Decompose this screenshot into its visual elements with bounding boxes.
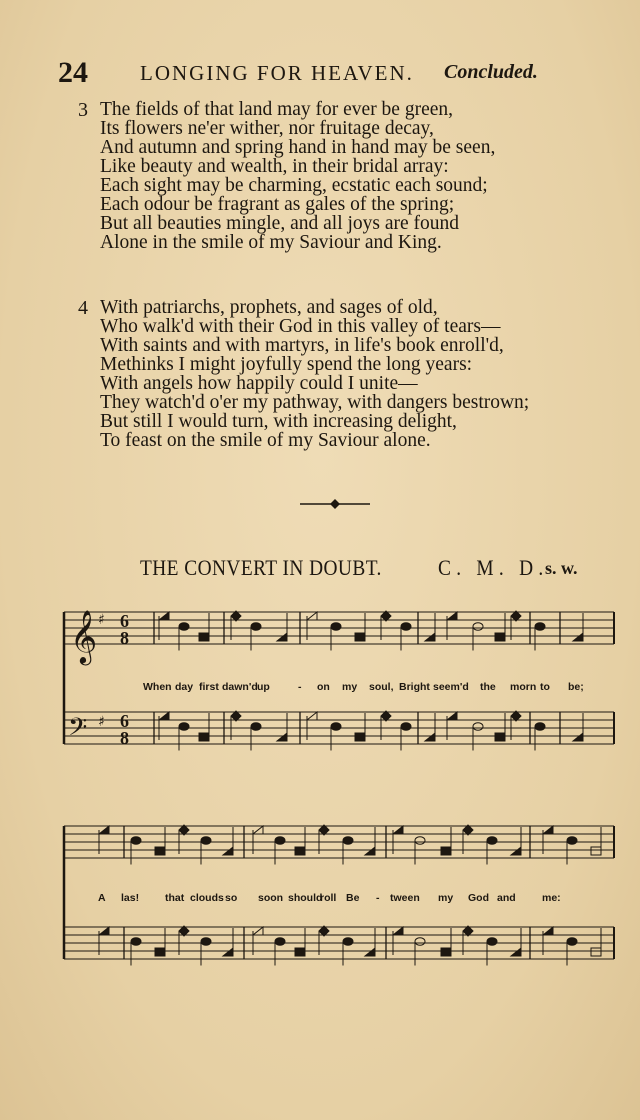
lyric-syllable: so	[225, 892, 238, 904]
note-head	[567, 938, 577, 946]
stanza-line: Methinks I might joyfully spend the long years:	[100, 354, 473, 375]
note-head	[159, 612, 169, 620]
stanza-number: 4	[78, 297, 88, 319]
lyric-syllable: dawn'd	[222, 681, 258, 693]
lyric-syllable: When	[143, 681, 172, 693]
stanza-line: Who walk'd with their God in this valley of tears—	[100, 316, 501, 337]
stanza-line: With angels how happily could I unite—	[100, 373, 418, 394]
note-head	[487, 837, 497, 845]
note-head	[277, 733, 287, 741]
note-head	[567, 837, 577, 845]
stanza-line: And autumn and spring hand in hand may be seen,	[100, 137, 496, 158]
note-head	[275, 837, 285, 845]
note-head	[343, 938, 353, 946]
stanza-line: Each odour be fragrant as gales of the spring;	[100, 194, 455, 215]
time-signature: 6	[120, 611, 129, 631]
note-head	[253, 927, 263, 935]
note-head	[179, 623, 189, 631]
tune-meter: C. M. D.	[438, 555, 549, 580]
note-head	[295, 847, 305, 855]
stanza-line: Its flowers ne'er wither, nor fruitage decay,	[100, 118, 434, 139]
lyric-syllable: Be	[346, 892, 360, 904]
note-head	[331, 723, 341, 731]
note-head	[307, 612, 317, 620]
note-head	[425, 733, 435, 741]
note-head	[199, 633, 209, 641]
note-head	[473, 723, 483, 731]
lyric-syllable: day	[175, 681, 194, 693]
note-head	[355, 733, 365, 741]
note-head	[275, 938, 285, 946]
stanza-line: But all beauties mingle, and all joys are found	[100, 213, 460, 234]
lyric-syllable: me:	[542, 892, 561, 904]
note-head	[511, 948, 521, 956]
note-head	[415, 938, 425, 946]
stanza-line: They watch'd o'er my pathway, with dangers bestrown;	[100, 392, 530, 413]
treble-clef: 𝄞	[70, 609, 98, 663]
lyric-syllable: the	[480, 681, 496, 693]
lyric-syllable: morn	[510, 681, 537, 693]
note-head	[495, 633, 505, 641]
lyric-syllable: roll	[320, 892, 337, 904]
note-head	[199, 733, 209, 741]
lyric-syllable: soul,	[369, 681, 394, 693]
lyric-syllable: first	[199, 681, 219, 693]
bass-clef: 𝄢	[68, 713, 88, 748]
note-head	[223, 847, 233, 855]
note-head	[331, 623, 341, 631]
lyric-syllable: clouds	[190, 892, 224, 904]
note-head	[401, 623, 411, 631]
tune-name: THE CONVERT IN DOUBT.	[140, 555, 382, 580]
time-signature: 8	[120, 628, 129, 648]
note-head	[201, 837, 211, 845]
lyric-syllable: my	[438, 892, 454, 904]
note-head	[99, 927, 109, 935]
note-head	[223, 948, 233, 956]
lyric-syllable: A	[98, 892, 106, 904]
note-head	[393, 826, 403, 834]
note-head	[535, 723, 545, 731]
note-head	[441, 948, 451, 956]
note-head	[543, 927, 553, 935]
page-title: LONGING FOR HEAVEN.	[140, 61, 414, 85]
note-head	[473, 623, 483, 631]
stanza-number: 3	[78, 99, 88, 121]
tune-author: s. w.	[545, 558, 578, 578]
lyric-syllable: -	[376, 892, 380, 904]
note-head	[415, 837, 425, 845]
note-head	[543, 826, 553, 834]
lyric-syllable: that	[165, 892, 185, 904]
stanza-line: But still I would turn, with increasing delight,	[100, 411, 457, 432]
note-head	[535, 623, 545, 631]
stanza-line: With patriarchs, prophets, and sages of old,	[100, 297, 438, 318]
note-head	[511, 847, 521, 855]
note-head	[425, 633, 435, 641]
stanza-line: Each sight may be charming, ecstatic each sound;	[100, 175, 488, 196]
lyric-syllable: be;	[568, 681, 584, 693]
time-signature: 8	[120, 728, 129, 748]
note-head	[573, 733, 583, 741]
note-head	[401, 723, 411, 731]
stanza-line: Like beauty and wealth, in their bridal array:	[100, 156, 449, 177]
note-head	[591, 948, 601, 956]
lyric-syllable: up	[257, 681, 270, 693]
note-head	[495, 733, 505, 741]
lyric-syllable: my	[342, 681, 358, 693]
stanza-line: The fields of that land may for ever be green,	[100, 99, 454, 120]
lyric-syllable: -	[298, 681, 302, 693]
stanza-line: Alone in the smile of my Saviour and King.	[100, 232, 442, 253]
note-head	[447, 712, 457, 720]
note-head	[277, 633, 287, 641]
note-head	[591, 847, 601, 855]
lyric-syllable: soon	[258, 892, 284, 904]
note-head	[447, 612, 457, 620]
lyric-syllable: God	[468, 892, 489, 904]
lyric-syllable: tween	[390, 892, 420, 904]
note-head	[487, 938, 497, 946]
lyric-syllable: on	[317, 681, 330, 693]
page-number: 24	[58, 56, 88, 89]
note-head	[355, 633, 365, 641]
note-head	[307, 712, 317, 720]
lyric-syllable: las!	[121, 892, 140, 904]
note-head	[155, 847, 165, 855]
note-head	[251, 623, 261, 631]
time-signature: 6	[120, 711, 129, 731]
note-head	[251, 723, 261, 731]
note-head	[365, 847, 375, 855]
lyric-syllable: to	[540, 681, 550, 693]
note-head	[253, 826, 263, 834]
note-head	[393, 927, 403, 935]
note-head	[131, 837, 141, 845]
sharp-sign: ♯	[98, 612, 105, 628]
note-head	[343, 837, 353, 845]
note-head	[99, 826, 109, 834]
stanza-line: To feast on the smile of my Saviour alone.	[100, 430, 431, 451]
note-head	[573, 633, 583, 641]
note-head	[365, 948, 375, 956]
note-head	[295, 948, 305, 956]
lyric-syllable: Bright	[399, 681, 430, 693]
note-head	[179, 723, 189, 731]
lyric-syllable: seem'd	[433, 681, 469, 693]
lyric-syllable: and	[497, 892, 516, 904]
note-head	[131, 938, 141, 946]
note-head	[159, 712, 169, 720]
stanza-line: With saints and with martyrs, in life's book enroll'd,	[100, 335, 504, 356]
sharp-sign: ♯	[98, 714, 105, 730]
note-head	[155, 948, 165, 956]
lyric-syllable: should	[288, 892, 323, 904]
note-head	[441, 847, 451, 855]
note-head	[201, 938, 211, 946]
page-title-suffix: Concluded.	[444, 61, 538, 83]
